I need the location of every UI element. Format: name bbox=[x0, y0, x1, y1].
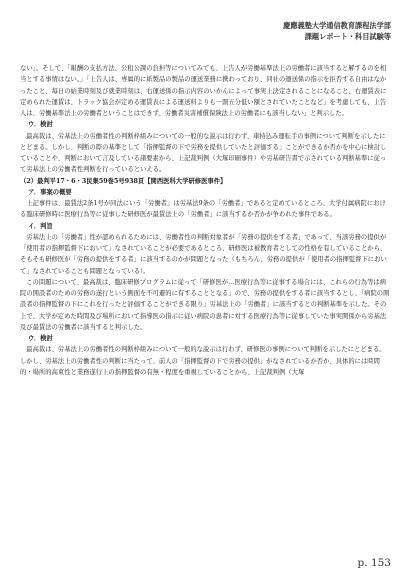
subheading: ウ．検討 bbox=[28, 335, 53, 342]
subheading: ア．事案の概要 bbox=[28, 188, 72, 196]
paragraph: 最高裁は、労基法上の労働者性の判断枠組みについて一般的な説示は行わず、研修医の事例について判断を示したにとどまる。しかし、労基法上の労働者性の判断に当たって、前人の「指揮監督の下で労務の提供」がなされているか否か、具体的には時間的・場所的高束性と業務遂行上の指揮監督の有無・程度を重視していることから、上記裁判例（大塚 bbox=[20, 346, 386, 376]
paragraph: 上記事件は、最賃法2条1号が同法にいう「労働者」は労基法9条の「労働者」であると定めているところ、大学付属病院における臨床研修時に医療行為等に従事した研修医が最賃法上の「労働者」に該当するか否かが争われた事件である。 bbox=[20, 200, 386, 219]
header-university: 慶應義塾大学通信教育課程法学部 bbox=[283, 21, 391, 30]
header-course-type: 課題レポート・科目試験等 bbox=[304, 32, 391, 41]
paragraph: この問題について、最高裁は、臨床研修プログラムに従って「研修医が…医療行為等に従事する場合には、これらの行為等は病院の開設者のための労務の遂行という側面を不可避的に有することとなる」ので、労務の提供をする者に該当するとし、「病院の開設者の指揮監督の下にこれを行ったと評価することができる限り」労基法上の「労働者」に該当するとの判断基準を示した。その上で、大学が定めた時間及び場所において指導医の指示に従い病院の患者に対する医療行為等に従事していた事実関係から労基法及び最賃法の労働者に該当すると判示した。 bbox=[20, 278, 390, 331]
page-header bbox=[283, 20, 391, 42]
paragraph: ない」。そして、「報酬の支払方法、公租公課の負担等についてみても、上告人が労働基準法上の労働者に該当すると解するのを相当とする事情はない。」「上告人は、専属的に紙製品の製品の運送業務に携わっており、同社の運送係の指示を拒否する自由はなかったこと、毎日の始業時刻及び就業時刻は、右運送係の指示内容のいかんによって事実上決定されることになること、右運賃表に定められた運賃は、トラック協会が定める運賃表による運送料よりも一割五分低い額とされていたことなど」を考慮しても、上告人は、労働基準法上の労働者ということはできず、労働者災害補償保険法上の労働者にも該当しない」と判示した。 bbox=[20, 65, 387, 117]
paragraph: 労基法上の「労働者」性が認められるためには、労働者性の判断対象者が「労務の提供をする者」であって、当該労務の提供が「使用者の指揮監督下において」なされていることが必要であるところ、研修医は被教育者としての性格を有していることから、そもそも研修医が「労務の提供をする者」に該当するのかが問題となった（もちろん、労務の提供が「使用者の指揮監督下において」なされていることも問題となっている）。 bbox=[20, 233, 387, 275]
case-heading: （2）最判平17・6・3民集59巻5号938頁【関西医科大学研修医事件】 bbox=[20, 177, 227, 185]
subheading: イ．判旨 bbox=[28, 222, 53, 230]
subheading: ウ．検討 bbox=[28, 121, 53, 129]
paragraph: 最高裁は、労基法上の労働者性の判断枠組みについての一般的な説示は行わず、車持込み運転手の事例について判断を示したにとどまる。しかし、判断の際の基準として「指揮監督の下で労務を提供していたと評価する」ことができるか否かを中心に検討していることや、判断において言及している諸要素から、上記裁判例（大塚印刷事件）や労基研告書で示されている判断基準に従って労基法上の労働者性判断を行っているといえる。 bbox=[20, 132, 387, 174]
body-text bbox=[20, 63, 391, 378]
page-number: p. 153 bbox=[357, 557, 391, 569]
